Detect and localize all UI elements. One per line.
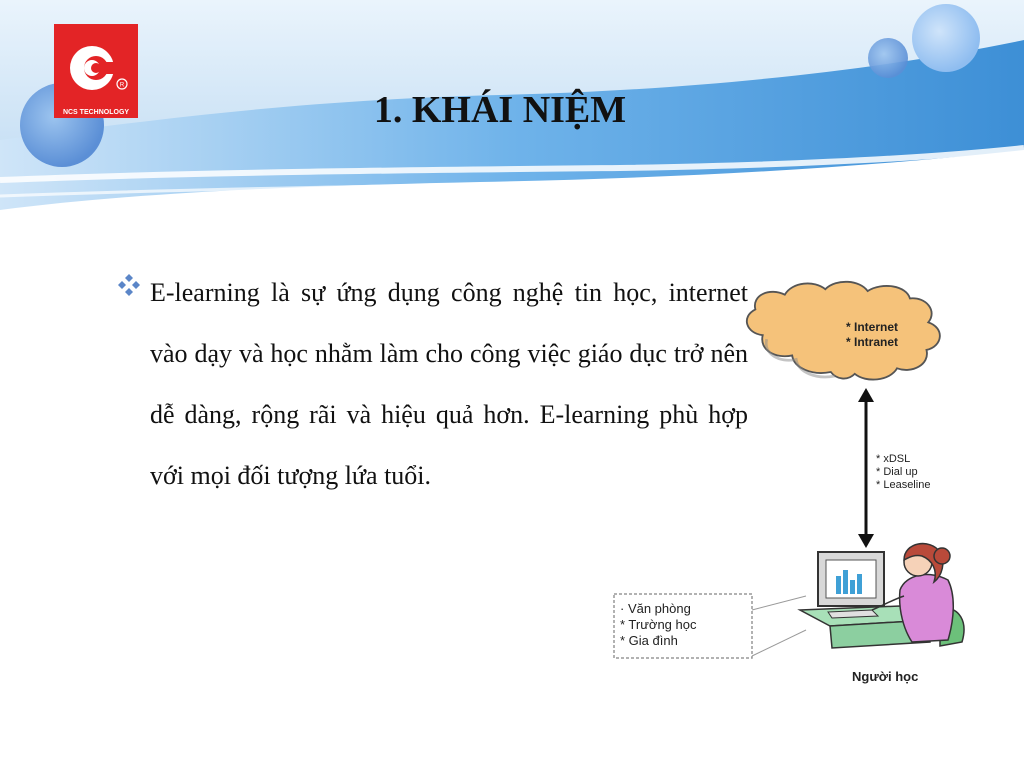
learner-at-computer-icon bbox=[800, 544, 964, 648]
diamond-bullet-icon bbox=[116, 272, 142, 298]
logo-mark-icon bbox=[54, 24, 138, 108]
cloud-item-intranet: * Intranet bbox=[846, 335, 899, 349]
location-item-office: · Văn phòng bbox=[620, 601, 691, 616]
double-arrow-icon bbox=[858, 388, 874, 548]
connection-item-leaseline: * Leaseline bbox=[876, 479, 931, 491]
learner-label: Người học bbox=[852, 669, 919, 684]
location-item-home: * Gia đình bbox=[620, 633, 678, 648]
bullet-text: E-learning là sự ứng dụng công nghệ tin học, internet vào dạy và học nhằm làm cho công việc giáo dục trở nên dễ dàng, rộng rãi và hiệu quả hơn. E-learning phù hợp với mọi đối tượng lứa tuổi. bbox=[150, 278, 748, 490]
connection-item-xdsl: * xDSL bbox=[876, 453, 911, 465]
slide-title: 1. KHÁI NIỆM bbox=[373, 89, 627, 131]
company-logo bbox=[54, 24, 138, 118]
elearning-diagram bbox=[600, 270, 1000, 700]
connection-item-dialup: * Dial up bbox=[876, 466, 918, 478]
cloud-item-internet: * Internet bbox=[846, 320, 899, 334]
svg-text:R: R bbox=[119, 82, 125, 89]
location-item-school: * Trường học bbox=[620, 617, 697, 632]
cloud-icon bbox=[747, 282, 940, 380]
logo-text: NCS TECHNOLOGY bbox=[62, 109, 130, 116]
